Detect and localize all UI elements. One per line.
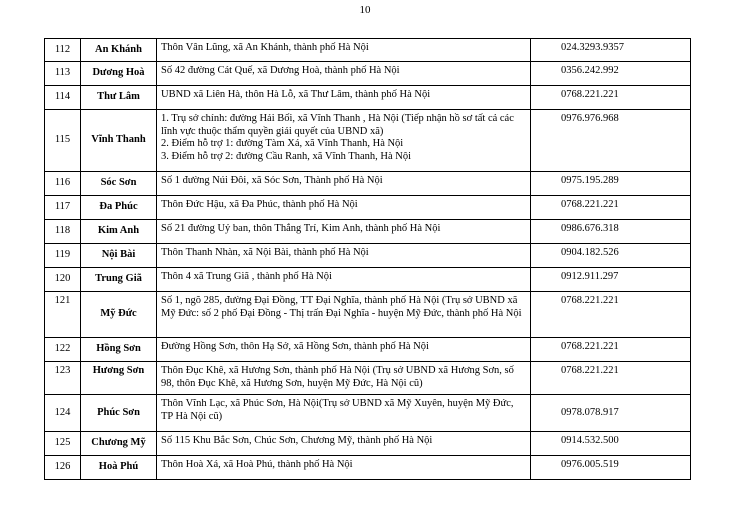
phone-number: 0976.005.519 — [531, 456, 691, 480]
commune-name: Hương Sơn — [81, 362, 157, 395]
commune-name: Dương Hoà — [81, 62, 157, 86]
table-row — [45, 62, 691, 86]
address: Thôn Vĩnh Lạc, xã Phúc Sơn, Hà Nội(Trụ sở UBND xã Mỹ Xuyên, huyện Mỹ Đức, TP Hà Nội cũ) — [157, 395, 531, 432]
phone-number: 0976.976.968 — [531, 110, 691, 172]
row-number: 120 — [45, 268, 81, 292]
address: Số 1 đường Núi Đôi, xã Sóc Sơn, Thành phố Hà Nội — [157, 172, 531, 196]
row-number: 125 — [45, 432, 81, 456]
address: Thôn Thanh Nhàn, xã Nội Bài, thành phố Hà Nội — [157, 244, 531, 268]
table-row — [45, 220, 691, 244]
address: Thôn Đức Hậu, xã Đa Phúc, thành phố Hà Nội — [157, 196, 531, 220]
commune-name: Chương Mỹ — [81, 432, 157, 456]
commune-name: Thư Lâm — [81, 86, 157, 110]
page-number: 10 — [359, 4, 371, 16]
commune-name: Vĩnh Thanh — [81, 110, 157, 172]
table-row — [45, 268, 691, 292]
address: Thôn 4 xã Trung Giã , thành phố Hà Nội — [157, 268, 531, 292]
row-number: 113 — [45, 62, 81, 86]
row-number: 123 — [45, 362, 81, 395]
address: 1. Trụ sở chính: đường Hải Bối, xã Vĩnh Thanh , Hà Nội (Tiếp nhận hồ sơ tất cả các lĩnh vực thuộc thẩm quyền giải quyết của UBND xã) 2. Điểm hỗ trợ 1: đường Tàm Xá, xã Vĩnh Thanh, Hà Nội 3. Điểm hỗ trợ 2: đường Cầu Ranh, xã Vĩnh Thanh, Hà Nội — [157, 110, 531, 172]
row-number: 122 — [45, 338, 81, 362]
phone-number: 0356.242.992 — [531, 62, 691, 86]
table-row — [45, 292, 691, 338]
row-number: 116 — [45, 172, 81, 196]
phone-number: 0768.221.221 — [531, 86, 691, 110]
address: Thôn Đục Khê, xã Hương Sơn, thành phố Hà Nội (Trụ sở UBND xã Hương Sơn, số 98, thôn Đục Khê, xã Hương Sơn, huyện Mỹ Đức, Hà Nội cũ) — [157, 362, 531, 395]
phone-number: 0986.676.318 — [531, 220, 691, 244]
commune-name: Hồng Sơn — [81, 338, 157, 362]
address: UBND xã Liên Hà, thôn Hà Lỗ, xã Thư Lâm, thành phố Hà Nội — [157, 86, 531, 110]
row-number: 114 — [45, 86, 81, 110]
commune-name: Hoà Phú — [81, 456, 157, 480]
phone-number: 0768.221.221 — [531, 362, 691, 395]
table-row — [45, 338, 691, 362]
phone-number: 0978.078.917 — [531, 395, 691, 432]
commune-name: Mỹ Đức — [81, 292, 157, 338]
address: Đường Hồng Sơn, thôn Hạ Sở, xã Hồng Sơn, thành phố Hà Nội — [157, 338, 531, 362]
table-row — [45, 244, 691, 268]
row-number: 115 — [45, 110, 81, 172]
commune-name: Nội Bài — [81, 244, 157, 268]
address: Số 42 đường Cát Quế, xã Dương Hoà, thành phố Hà Nội — [157, 62, 531, 86]
phone-number: 0914.532.500 — [531, 432, 691, 456]
table-row — [45, 432, 691, 456]
commune-name: Sóc Sơn — [81, 172, 157, 196]
row-number: 121 — [45, 292, 81, 338]
address: Số 21 đường Uỷ ban, thôn Thắng Trí, Kim Anh, thành phố Hà Nội — [157, 220, 531, 244]
table-row — [45, 196, 691, 220]
address: Số 1, ngõ 285, đường Đại Đồng, TT Đại Nghĩa, thành phố Hà Nội (Trụ sở UBND xã Mỹ Đức: số 2 phố Đại Đồng - Thị trấn Đại Nghĩa - huyện Mỹ Đức, thành phố Hà Nội — [157, 292, 531, 338]
phone-number: 0912.911.297 — [531, 268, 691, 292]
row-number: 119 — [45, 244, 81, 268]
commune-name: Trung Giã — [81, 268, 157, 292]
commune-name: An Khánh — [81, 39, 157, 62]
row-number: 112 — [45, 39, 81, 62]
table-row — [45, 456, 691, 480]
table-row — [45, 86, 691, 110]
row-number: 124 — [45, 395, 81, 432]
phone-number: 0904.182.526 — [531, 244, 691, 268]
commune-name: Phúc Sơn — [81, 395, 157, 432]
phone-number: 0975.195.289 — [531, 172, 691, 196]
table-row — [45, 39, 691, 62]
phone-number: 0768.221.221 — [531, 196, 691, 220]
address: Thôn Hoà Xá, xã Hoà Phú, thành phố Hà Nội — [157, 456, 531, 480]
table-row — [45, 362, 691, 395]
table-body — [45, 39, 691, 480]
table-row — [45, 395, 691, 432]
address: Số 115 Khu Bắc Sơn, Chúc Sơn, Chương Mỹ, thành phố Hà Nội — [157, 432, 531, 456]
row-number: 117 — [45, 196, 81, 220]
commune-name: Kim Anh — [81, 220, 157, 244]
phone-number: 024.3293.9357 — [531, 39, 691, 62]
row-number: 126 — [45, 456, 81, 480]
commune-name: Đa Phúc — [81, 196, 157, 220]
phone-number: 0768.221.221 — [531, 338, 691, 362]
row-number: 118 — [45, 220, 81, 244]
phone-number: 0768.221.221 — [531, 292, 691, 338]
table-row — [45, 110, 691, 172]
address: Thôn Vân Lũng, xã An Khánh, thành phố Hà Nội — [157, 39, 531, 62]
table-row — [45, 172, 691, 196]
commune-table — [44, 38, 691, 480]
